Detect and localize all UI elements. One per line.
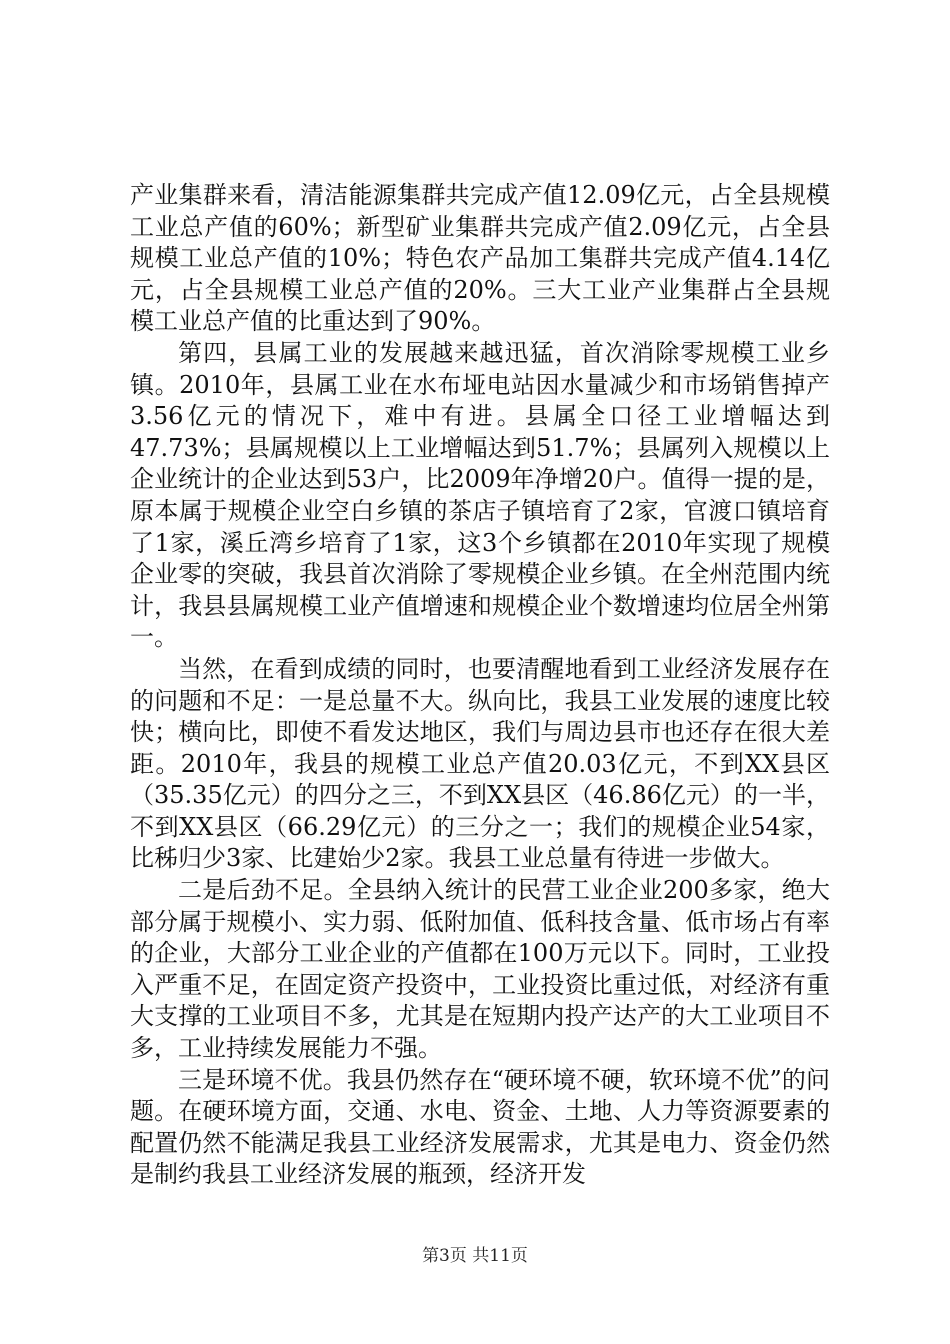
paragraph-county-industry: 第四，县属工业的发展越来越迅猛，首次消除零规模工业乡镇。2010年，县属工业在水布垭电站因水量减少和市场销售掉产3.56亿元的情况下，难中有进。县属全口径工业增幅达到47.73%；县属规模以上工业增幅达到51.7%；县属列入规模以上企业统计的企业达到53户，比2009年净增20户。值得一提的是，原本属于规模企业空白乡镇的茶店子镇培育了2家，官渡口镇培育了1家，溪丘湾乡培育了1家，这3个乡镇都在2010年实现了规模企业零的突破，我县首次消除了零规模企业乡镇。在全州范围内统计，我县县属规模工业产值增速和规模企业个数增速均位居全州第一。 [130,338,830,652]
document-body [130,180,830,1191]
paragraph-problems-total: 当然，在看到成绩的同时，也要清醒地看到工业经济发展存在的问题和不足：一是总量不大。纵向比，我县工业发展的速度比较快；横向比，即使不看发达地区，我们与周边县市也还存在很大差距。2010年，我县的规模工业总产值20.03亿元，不到XX县区（35.35亿元）的四分之三，不到XX县区（46.86亿元）的一半，不到XX县区（66.29亿元）的三分之一；我们的规模企业54家，比秭归少3家、比建始少2家。我县工业总量有待进一步做大。 [130,654,830,873]
paragraph-environment: 三是环境不优。我县仍然存在“硬环境不硬，软环境不优”的问题。在硬环境方面，交通、水电、资金、土地、人力等资源要素的配置仍然不能满足我县工业经济发展需求，尤其是电力、资金仍然是制约我县工业经济发展的瓶颈，经济开发 [130,1065,830,1189]
paragraph-insufficient-momentum: 二是后劲不足。全县纳入统计的民营工业企业200多家，绝大部分属于规模小、实力弱、低附加值、低科技含量、低市场占有率的企业，大部分工业企业的产值都在100万元以下。同时，工业投入严重不足，在固定资产投资中，工业投资比重过低，对经济有重大支撑的工业项目不多，尤其是在短期内投产达产的大工业项目不多，工业持续发展能力不强。 [130,876,830,1063]
page-footer: 第3页 共11页 [422,1246,528,1266]
paragraph-industry-clusters: 产业集群来看，清洁能源集群共完成产值12.09亿元，占全县规模工业总产值的60%；新型矿业集群共完成产值2.09亿元，占全县规模工业总产值的10%；特色农产品加工集群共完成产值4.14亿元，占全县规模工业总产值的20%。三大工业产业集群占全县规模工业总产值的比重达到了90%。 [130,181,830,336]
